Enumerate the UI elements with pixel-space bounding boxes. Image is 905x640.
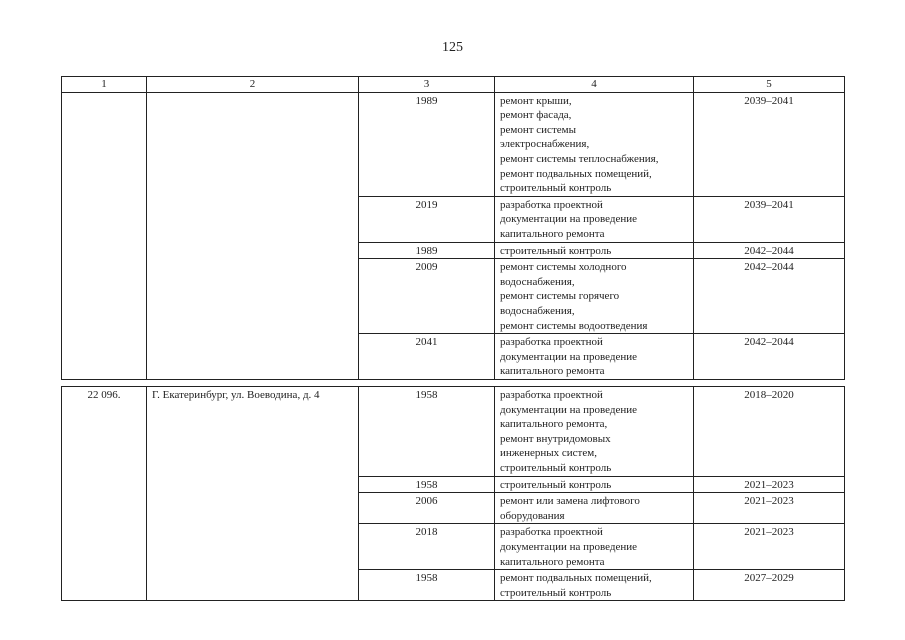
work-type-line: ремонт системы холодного [500,261,627,274]
year-cell: 2009 [359,259,495,334]
repair-schedule-table-continued [61,76,845,380]
work-type-line: строительный контроль [500,461,612,474]
planned-period-cell: 2039–2041 [694,196,845,242]
planned-period-cell: 2042–2044 [694,259,845,334]
year-cell: 2018 [359,524,495,570]
year-cell: 1989 [359,242,495,259]
planned-period-cell: 2018–2020 [694,387,845,477]
planned-period-cell: 2021–2023 [694,493,845,524]
year-cell: 2041 [359,334,495,380]
work-type-line: строительный контроль [500,586,612,599]
column-number-2: 2 [147,77,359,93]
work-type-line: ремонт фасада, [500,109,572,122]
work-type-line: разработка проектной [500,336,603,349]
work-type-line: капитального ремонта [500,555,605,568]
table-row [62,387,845,477]
page-number: 125 [442,40,463,55]
year-cell: 2019 [359,196,495,242]
work-types-cell [495,196,694,242]
work-type-line: ремонт подвальных помещений, [500,572,652,585]
work-type-line: документации на проведение [500,540,638,553]
work-types-cell [495,524,694,570]
work-type-line: документации на проведение [500,403,638,416]
work-types-cell [495,242,694,259]
work-types-cell [495,92,694,196]
year-cell: 1958 [359,570,495,601]
work-type-line: капитального ремонта [500,227,605,240]
year-cell: 1989 [359,92,495,196]
work-type-line: ремонт системы [500,123,576,136]
work-type-line: ремонт крыши, [500,94,572,107]
column-number-header [62,77,845,93]
column-number-3: 3 [359,77,495,93]
repair-schedule-table-building-22096 [61,386,845,601]
work-type-line: строительный контроль [500,478,612,491]
address-cell: Г. Екатеринбург, ул. Воеводина, д. 4 [147,387,359,601]
table-row [62,92,845,196]
building-number-cell: 22 096. [62,387,147,601]
work-types-cell [495,387,694,477]
planned-period-cell: 2042–2044 [694,334,845,380]
work-type-line: ремонт или замена лифтового [500,495,640,508]
planned-period-cell: 2021–2023 [694,524,845,570]
work-type-line: ремонт подвальных помещений, [500,167,652,180]
work-type-line: документации на проведение [500,213,638,226]
work-type-line: инженерных систем, [500,447,597,460]
work-type-line: ремонт системы водоотведения [500,319,648,332]
column-number-1: 1 [62,77,147,93]
work-type-line: разработка проектной [500,526,603,539]
planned-period-cell: 2042–2044 [694,242,845,259]
work-type-line: разработка проектной [500,389,603,401]
planned-period-cell: 2021–2023 [694,476,845,493]
planned-period-cell: 2027–2029 [694,570,845,601]
work-type-line: строительный контроль [500,244,612,257]
work-type-line: документации на проведение [500,350,638,363]
year-cell: 1958 [359,476,495,493]
work-types-cell [495,334,694,380]
work-type-line: оборудования [500,509,565,522]
work-type-line: разработка проектной [500,198,603,211]
work-type-line: ремонт системы горячего [500,290,620,303]
address-cell [147,92,359,379]
work-types-cell [495,476,694,493]
work-type-line: водоснабжения, [500,275,575,288]
work-types-cell [495,570,694,601]
work-type-line: капитального ремонта [500,365,605,378]
year-cell: 2006 [359,493,495,524]
work-type-line: капитального ремонта, [500,418,608,431]
work-type-line: электроснабжения, [500,138,590,151]
column-number-4: 4 [495,77,694,93]
year-cell: 1958 [359,387,495,477]
column-number-5: 5 [694,77,845,93]
planned-period-cell: 2039–2041 [694,92,845,196]
work-type-line: ремонт системы теплоснабжения, [500,152,659,165]
work-types-cell [495,493,694,524]
building-number-cell [62,92,147,379]
work-type-line: ремонт внутридомовых [500,432,611,445]
work-type-line: строительный контроль [500,182,612,195]
work-type-line: водоснабжения, [500,304,575,317]
work-types-cell [495,259,694,334]
